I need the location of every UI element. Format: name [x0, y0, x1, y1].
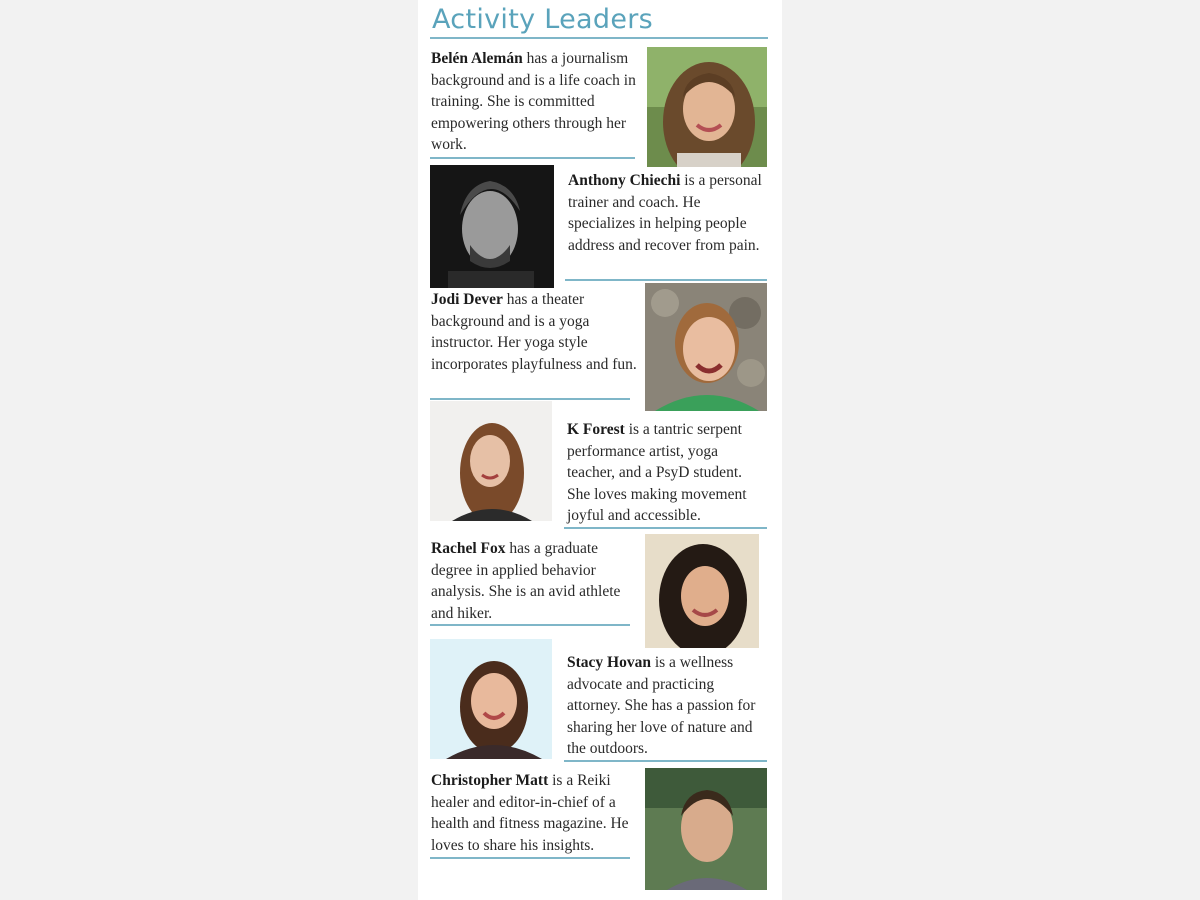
leader-bio	[431, 48, 641, 156]
leader-name: Jodi Dever	[431, 291, 503, 308]
leader-description: has a theater background and is a yoga instructor. Her yoga style incorporates playfulness and fun.	[431, 291, 637, 373]
leader-bio	[567, 652, 767, 760]
leader-bio	[431, 538, 641, 624]
leader-photo	[645, 534, 759, 648]
leader-photo	[430, 401, 552, 521]
leader-photo	[430, 639, 552, 759]
leader-description: is a wellness advocate and practicing attorney. She has a passion for sharing her love of nature and the outdoors.	[567, 654, 756, 757]
leader-photo	[430, 165, 554, 288]
leader-photo	[645, 768, 767, 890]
leader-bio	[431, 289, 641, 375]
leader-name: Rachel Fox	[431, 540, 506, 557]
leader-name: Stacy Hovan	[567, 654, 651, 671]
entry-divider	[564, 527, 767, 529]
leader-name: Anthony Chiechi	[568, 172, 681, 189]
activity-leaders-panel	[418, 0, 782, 900]
leader-description: has a journalism background and is a life coach in training. She is committed empowering others through her work.	[431, 50, 636, 153]
leader-name: Christopher Matt	[431, 772, 549, 789]
leader-description: is a tantric serpent performance artist, yoga teacher, and a PsyD student. She loves making movement joyful and accessible.	[567, 421, 747, 524]
leader-bio	[568, 170, 768, 256]
leader-name: K Forest	[567, 421, 625, 438]
entry-divider	[430, 857, 630, 859]
leader-name: Belén Alemán	[431, 50, 523, 67]
leader-description: has a graduate degree in applied behavior analysis. She is an avid athlete and hiker.	[431, 540, 621, 622]
leader-photo	[645, 283, 767, 411]
leader-bio	[567, 419, 767, 527]
entry-divider	[564, 760, 767, 762]
entry-divider	[430, 157, 635, 159]
leader-photo	[647, 47, 767, 167]
leader-description: is a personal trainer and coach. He specializes in helping people address and recover from pain.	[568, 172, 762, 254]
entry-divider	[430, 624, 630, 626]
leader-description: is a Reiki healer and editor-in-chief of a health and fitness magazine. He loves to share his insights.	[431, 772, 629, 854]
entry-divider	[565, 279, 767, 281]
page-title: Activity Leaders	[432, 4, 653, 35]
title-divider	[430, 37, 768, 39]
entry-divider	[430, 398, 630, 400]
leader-bio	[431, 770, 646, 856]
